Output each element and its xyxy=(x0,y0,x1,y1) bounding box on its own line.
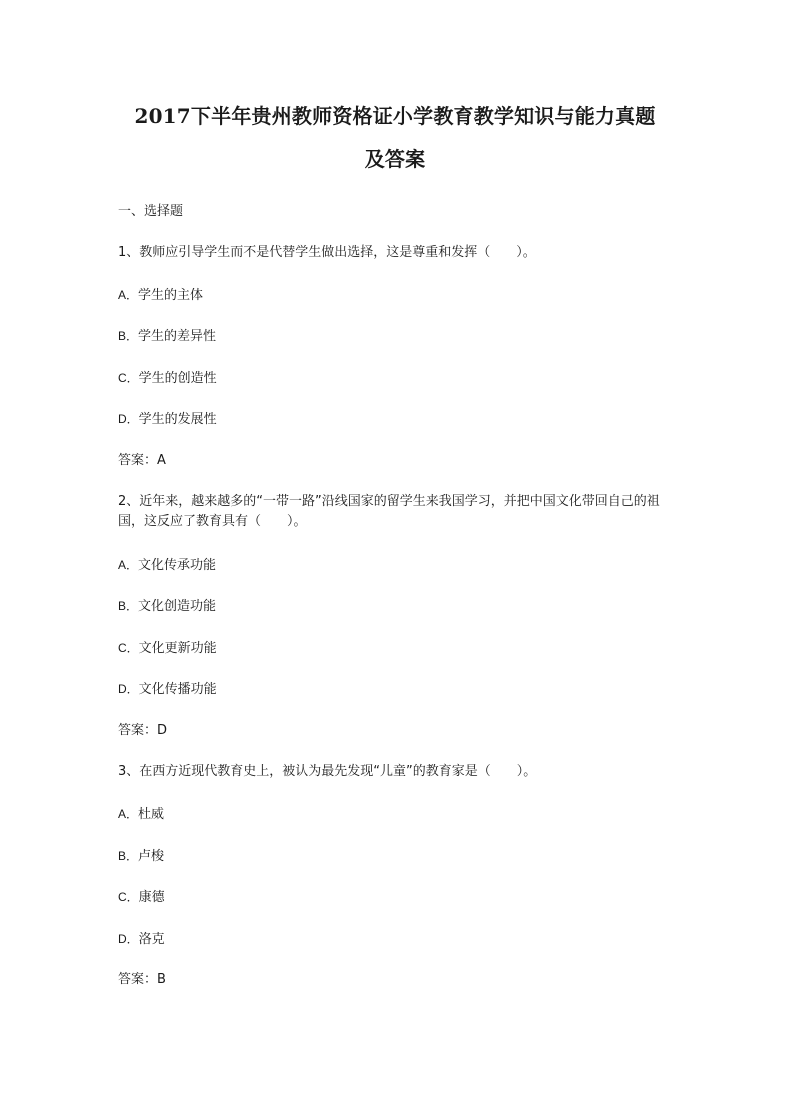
document-title-line-1: 2017下半年贵州教师资格证小学教育教学知识与能力真题 xyxy=(134,104,656,128)
option-text: 学生的差异性 xyxy=(138,329,217,344)
option-letter: A． xyxy=(118,807,139,821)
question-3-option-c xyxy=(118,887,165,908)
option-letter: D． xyxy=(118,412,139,426)
option-text: 学生的主体 xyxy=(138,288,204,303)
option-letter: D． xyxy=(118,932,139,946)
option-letter: C． xyxy=(118,890,139,904)
question-2-answer: 答案：D xyxy=(118,723,168,738)
option-text: 文化传承功能 xyxy=(138,558,217,573)
question-1-option-c xyxy=(118,368,217,389)
question-3-option-b xyxy=(118,846,164,867)
option-text: 杜威 xyxy=(138,807,165,822)
question-3-option-d xyxy=(118,929,165,950)
option-text: 洛克 xyxy=(138,932,165,947)
question-1-option-d xyxy=(118,409,217,430)
document-title-line-2: 及答案 xyxy=(364,147,426,171)
option-text: 文化传播功能 xyxy=(138,682,217,697)
question-2-stem: 2、近年来，越来越多的“一带一路”沿线国家的留学生来我国学习，并把中国文化带回自己的祖国，这反应了教育具有（ ）。 xyxy=(118,494,660,529)
option-text: 学生的创造性 xyxy=(138,371,217,386)
question-1-option-b xyxy=(118,326,216,347)
option-letter: C． xyxy=(118,641,139,655)
question-2-option-a xyxy=(118,555,216,576)
option-letter: B． xyxy=(118,599,139,613)
question-3-option-a xyxy=(118,804,164,825)
question-1-answer: 答案：A xyxy=(118,453,166,468)
option-letter: A． xyxy=(118,288,139,302)
option-letter: B． xyxy=(118,849,139,863)
option-letter: A． xyxy=(118,558,139,572)
question-3-answer: 答案：B xyxy=(118,972,166,987)
option-text: 文化创造功能 xyxy=(138,599,217,614)
section-heading: 一、选择题 xyxy=(118,204,184,219)
option-text: 学生的发展性 xyxy=(138,412,217,427)
option-letter: D． xyxy=(118,682,139,696)
question-2-option-d xyxy=(118,679,217,700)
question-1-option-a xyxy=(118,285,203,306)
option-letter: B． xyxy=(118,329,139,343)
option-text: 卢梭 xyxy=(138,849,165,864)
question-2-option-b xyxy=(118,596,216,617)
option-text: 康德 xyxy=(138,890,165,905)
question-2-option-c xyxy=(118,638,217,659)
question-3-stem: 3、在西方近现代教育史上，被认为最先发现“儿童”的教育家是（ ）。 xyxy=(118,764,537,779)
option-letter: C． xyxy=(118,371,139,385)
option-text: 文化更新功能 xyxy=(138,641,217,656)
question-1-stem: 1、教师应引导学生而不是代替学生做出选择，这是尊重和发挥（ ）。 xyxy=(118,245,536,260)
